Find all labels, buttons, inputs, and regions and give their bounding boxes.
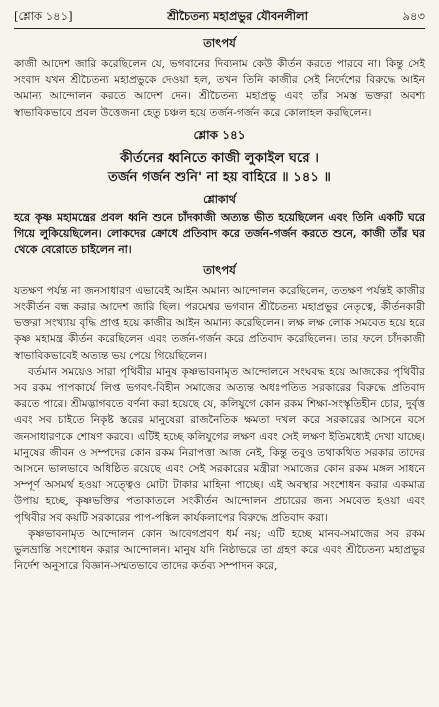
- translation-heading: শ্লোকার্থ: [203, 192, 236, 206]
- purport-paragraph: কৃষ্ণভাবনামৃত আন্দোলন কোন আবেগপ্রবণ ধর্ম নয়; এটি হচ্ছে মানব-সমাজের সব রকম ভুলভ্রান্তি সংশোধন করার আন্দোলন। মানুষ যদি নিষ্ঠাভরে তা গ্রহণ করে এবং শ্রীচৈতন্য মহাপ্রভুর নির্দেশ অনুসারে বিজ্ঞান-সম্মতভাবে তাদের কর্তব্য সম্পাদন করে,: [14, 527, 425, 573]
- verse-line-1: কীর্তনের ধ্বনিতে কাজী লুকাইল ঘরে ।: [120, 150, 319, 166]
- page-header: [14, 8, 425, 26]
- verse-reference: [শ্লোক ১৪১]: [14, 9, 73, 23]
- purport-paragraph: বর্তমান সময়েও সারা পৃথিবীর মানুষ কৃষ্ণভাবনামৃত আন্দোলনে সংঘবদ্ধ হয়ে আজকের পৃথিবীর সব রকম পাপকার্যে লিপ্ত ভগবৎ-বিহীন সমাজের অত্যন্ত অধঃপতিত সরকারের বিরুদ্ধে প্রতিবাদ করতে পারে। শ্রীমদ্ভাগবতে বর্ণনা করা হয়েছে যে, কলিযুগে কোন রকম শিক্ষা-সংস্কৃতিহীন চোর, দুর্বৃত্ত এবং সব চাইতে নিকৃষ্ট স্তরের মানুষেরা রাজনৈতিক ক্ষমতা দখল করে সরকারের আসনে বসে জনসাধারণকে শোষণ করবে। এটিই হচ্ছে কলিযুগের লক্ষণ এবং সেই লক্ষণ ইতিমধ্যেই দেখা যাচ্ছে। মানুষের জীবন ও সম্পদের কোন রকম নিরাপত্তা আজ নেই, কিন্তু তবুও তথাকথিত সরকার তাদের আসনে ভালভাবে অধিষ্ঠিত রয়েছে এবং সেই সরকারের মন্ত্রীরা সমাজের কোন রকম মঙ্গল সাধনে সম্পূর্ণ অসমর্থ হওয়া সত্ত্বেও মোটা টাকার মাহিনা পাচ্ছে। এই অবস্থার সংশোধন করার একমাত্র উপায় হচ্ছে, কৃষ্ণভক্তির পতাকাতলে সংকীর্তন আন্দোলন প্রচারের জন্য সমবেত হওয়া এবং পৃথিবীর সব কয়টি সরকারের পাপ-পঙ্কিল কার্যকলাপের বিরুদ্ধে প্রতিবাদ করা।: [14, 365, 425, 524]
- verse-line-2: তর্জন গর্জন শুনি' না হয় বাহিরে ॥ ১৪১ ॥: [107, 169, 332, 185]
- translation-text: হরে কৃষ্ণ মহামন্ত্রের প্রবল ধ্বনি শুনে চাঁদকাজী অত্যন্ত ভীত হয়েছিলেন এবং তিনি একটি ঘরে গিয়ে লুকিয়েছিলেন। লোকদের ক্রোধে প্রতিবাদ করে তর্জন-গর্জন করতে শুনে, কাজী তাঁর ঘর থেকে বেরোতে চাইলেন না।: [14, 210, 425, 256]
- purport-paragraph-1: কাজী আদেশ জারি করেছিলেন যে, ভগবানের দিব্যনাম কেউ কীর্তন করতে পারবে না। কিন্তু সেই সংবাদ যখন শ্রীচৈতন্য মহাপ্রভুকে দেওয়া হল, তখন তিনি কাজীর সেই নির্দেশের বিরুদ্ধে আইন অমান্য আন্দোলন করতে আদেশ দেন। শ্রীচৈতন্য মহাপ্রভু এবং তাঁর সমস্ত ভক্তরা অবশ্য স্বাভাবিকভাবে প্রবল উত্তেজনা হেতু চঞ্চল হয়ে তর্জন-গর্জন করে কোলাহল করছিলেন।: [14, 58, 425, 119]
- header-rule: [14, 28, 425, 29]
- verse-title: শ্লোক ১৪১: [193, 127, 246, 142]
- purport-heading-2: তাৎপর্য: [203, 262, 236, 277]
- purport-heading-1: তাৎপর্য: [203, 36, 236, 50]
- page-number: ৯৪৩: [402, 9, 425, 23]
- purport-paragraph: যতক্ষণ পর্যন্ত না জনসাধারণ এভাবেই আইন অমান্য আন্দোলন করেছিলেন, ততক্ষণ পর্যন্তই কাজীর সংকীর্তন বন্ধ করার আদেশ জারি ছিল। পরমেশ্বর ভগবান শ্রীচৈতন্য মহাপ্রভুর নেতৃত্বে, কীর্তনকারী ভক্তরা সংখ্যায় বৃদ্ধি প্রাপ্ত হয়ে কাজীর আইন অমান্য করেছিলেন। লক্ষ লক্ষ লোক সমবেত হয়ে হরে কৃষ্ণ মহামন্ত্র কীর্তন করেছিলেন এবং তর্জন-গর্জন করে প্রতিবাদ করেছিলেন। তার ফলে চাঁদকাজী স্বাভাবিকভাবেই অত্যন্ত ভয় পেয়ে গিয়েছিলেন।: [14, 284, 425, 362]
- running-title: শ্রীচৈতন্য মহাপ্রভুর যৌবনলীলা: [167, 9, 308, 23]
